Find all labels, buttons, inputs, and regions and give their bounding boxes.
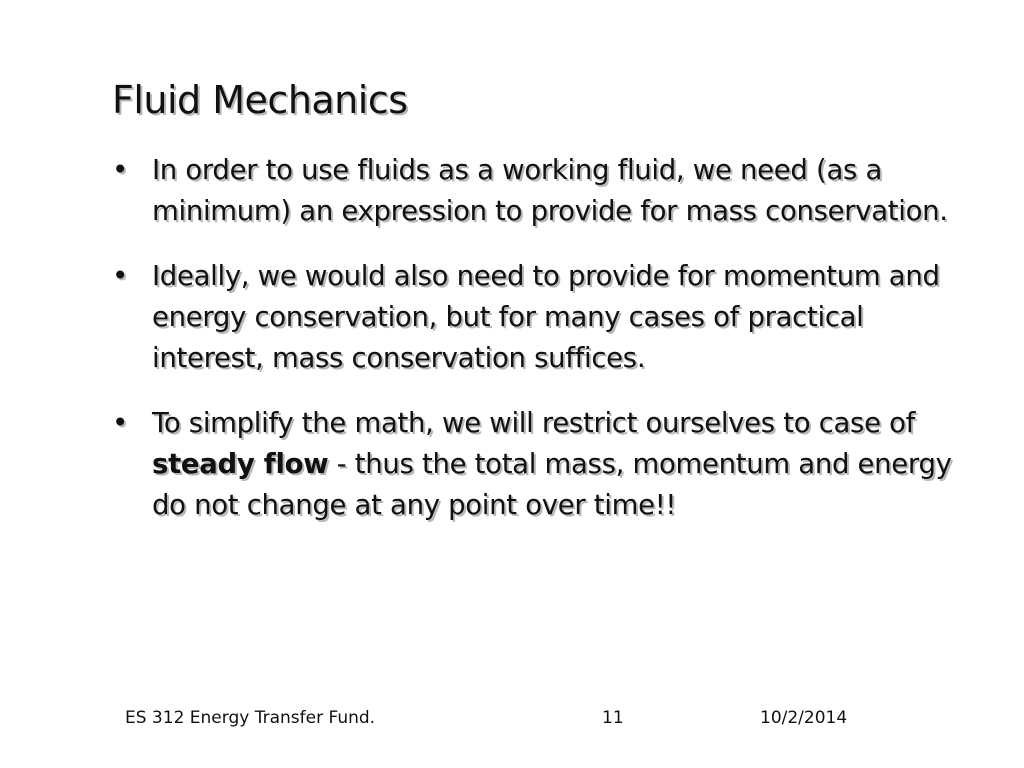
- bullet-text: [152, 407, 952, 521]
- bullet-list: [112, 150, 972, 550]
- bullet-text-after: - thus the total mass, momentum and energy do not change at any point over time!!: [152, 448, 952, 521]
- slide-title: Fluid Mechanics: [112, 78, 408, 122]
- footer-course: ES 312 Energy Transfer Fund.: [125, 708, 376, 728]
- emphasis-steady-flow: steady flow: [152, 448, 329, 480]
- bullet-item: [112, 150, 972, 232]
- bullet-text: In order to use fluids as a working fluid, we need (as a minimum) an expression to provide for mass conservation.: [152, 154, 948, 227]
- bullet-text-before: To simplify the math, we will restrict ourselves to case of: [152, 407, 916, 439]
- bullet-marker: •: [112, 154, 128, 186]
- footer-date: 10/2/2014: [760, 708, 848, 728]
- bullet-item: [112, 256, 972, 379]
- footer-page-number: 11: [602, 708, 624, 728]
- bullet-item: [112, 403, 972, 526]
- bullet-text: Ideally, we would also need to provide for momentum and energy conservation, but for many cases of practical interest, mass conservation suffices.: [152, 260, 940, 374]
- bullet-marker: •: [112, 407, 128, 439]
- bullet-marker: •: [112, 260, 128, 292]
